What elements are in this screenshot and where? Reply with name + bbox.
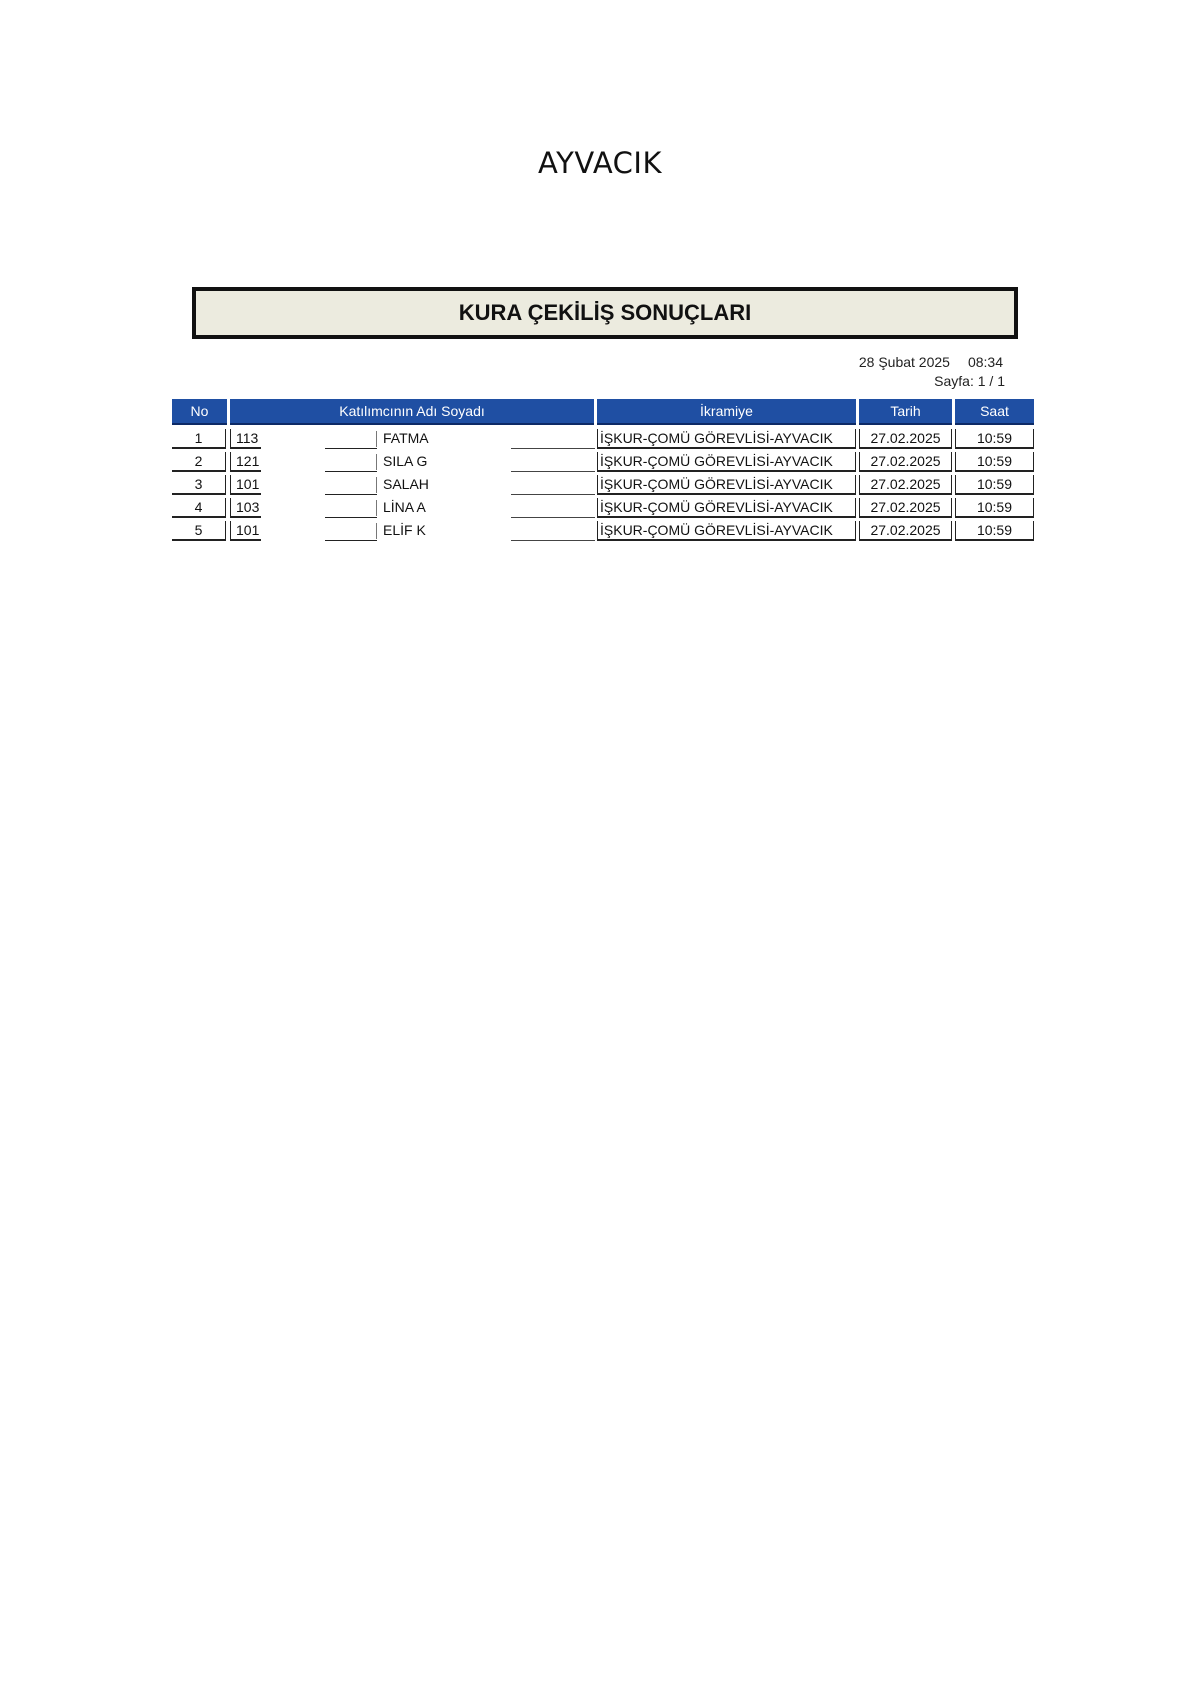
row-prize-text: İŞKUR-ÇOMÜ GÖREVLİSİ-AYVACIK bbox=[600, 499, 833, 515]
table-row bbox=[172, 475, 1034, 495]
row-date: 27.02.2025 bbox=[859, 521, 952, 541]
row-no: 1 bbox=[172, 429, 226, 449]
table-row bbox=[172, 498, 1034, 518]
row-participant bbox=[230, 429, 597, 449]
row-no: 3 bbox=[172, 475, 226, 495]
row-name: ELİF K bbox=[383, 522, 426, 538]
row-no: 4 bbox=[172, 498, 226, 518]
row-prize-text: İŞKUR-ÇOMÜ GÖREVLİSİ-AYVACIK bbox=[600, 430, 833, 446]
row-participant bbox=[230, 498, 597, 518]
row-name: SALAH bbox=[383, 476, 429, 492]
row-prize bbox=[597, 521, 856, 541]
row-prize-text: İŞKUR-ÇOMÜ GÖREVLİSİ-AYVACIK bbox=[600, 522, 833, 538]
header-prize: İkramiye bbox=[597, 399, 856, 425]
row-prize bbox=[597, 452, 856, 472]
row-time: 10:59 bbox=[955, 475, 1034, 495]
row-prize-text: İŞKUR-ÇOMÜ GÖREVLİSİ-AYVACIK bbox=[600, 453, 833, 469]
page-number: Sayfa: 1 / 1 bbox=[934, 373, 1005, 389]
row-no: 2 bbox=[172, 452, 226, 472]
row-name: LİNA A bbox=[383, 499, 426, 515]
row-prize bbox=[597, 498, 856, 518]
row-participant bbox=[230, 452, 597, 472]
header-time: Saat bbox=[955, 399, 1034, 425]
row-prize-text: İŞKUR-ÇOMÜ GÖREVLİSİ-AYVACIK bbox=[600, 476, 833, 492]
row-name: FATMA bbox=[383, 430, 429, 446]
row-time: 10:59 bbox=[955, 452, 1034, 472]
table-row bbox=[172, 521, 1034, 541]
report-time: 08:34 bbox=[967, 354, 1003, 370]
report-date: 28 Şubat 2025 bbox=[858, 354, 950, 370]
header-participant: Katılımcının Adı Soyadı bbox=[230, 399, 594, 425]
row-participant bbox=[230, 475, 597, 495]
report-timestamp bbox=[859, 354, 1003, 370]
row-code: 103 bbox=[236, 499, 260, 515]
row-time: 10:59 bbox=[955, 429, 1034, 449]
row-prize bbox=[597, 429, 856, 449]
row-code: 101 bbox=[236, 522, 260, 538]
row-participant bbox=[230, 521, 597, 541]
row-code: 101 bbox=[236, 476, 260, 492]
row-date: 27.02.2025 bbox=[859, 452, 952, 472]
row-code: 121 bbox=[236, 453, 260, 469]
header-no: No bbox=[172, 399, 227, 425]
page-heading: AYVACIK bbox=[538, 146, 662, 180]
row-time: 10:59 bbox=[955, 498, 1034, 518]
row-name: SILA G bbox=[383, 453, 428, 469]
row-date: 27.02.2025 bbox=[859, 498, 952, 518]
row-date: 27.02.2025 bbox=[859, 475, 952, 495]
report-title bbox=[192, 287, 1018, 339]
row-code: 113 bbox=[236, 430, 259, 446]
report-title-text: KURA ÇEKİLİŞ SONUÇLARI bbox=[458, 300, 752, 325]
table-row bbox=[172, 429, 1034, 449]
row-time: 10:59 bbox=[955, 521, 1034, 541]
row-prize bbox=[597, 475, 856, 495]
table-row bbox=[172, 452, 1034, 472]
row-no: 5 bbox=[172, 521, 226, 541]
row-date: 27.02.2025 bbox=[859, 429, 952, 449]
header-date: Tarih bbox=[859, 399, 952, 425]
